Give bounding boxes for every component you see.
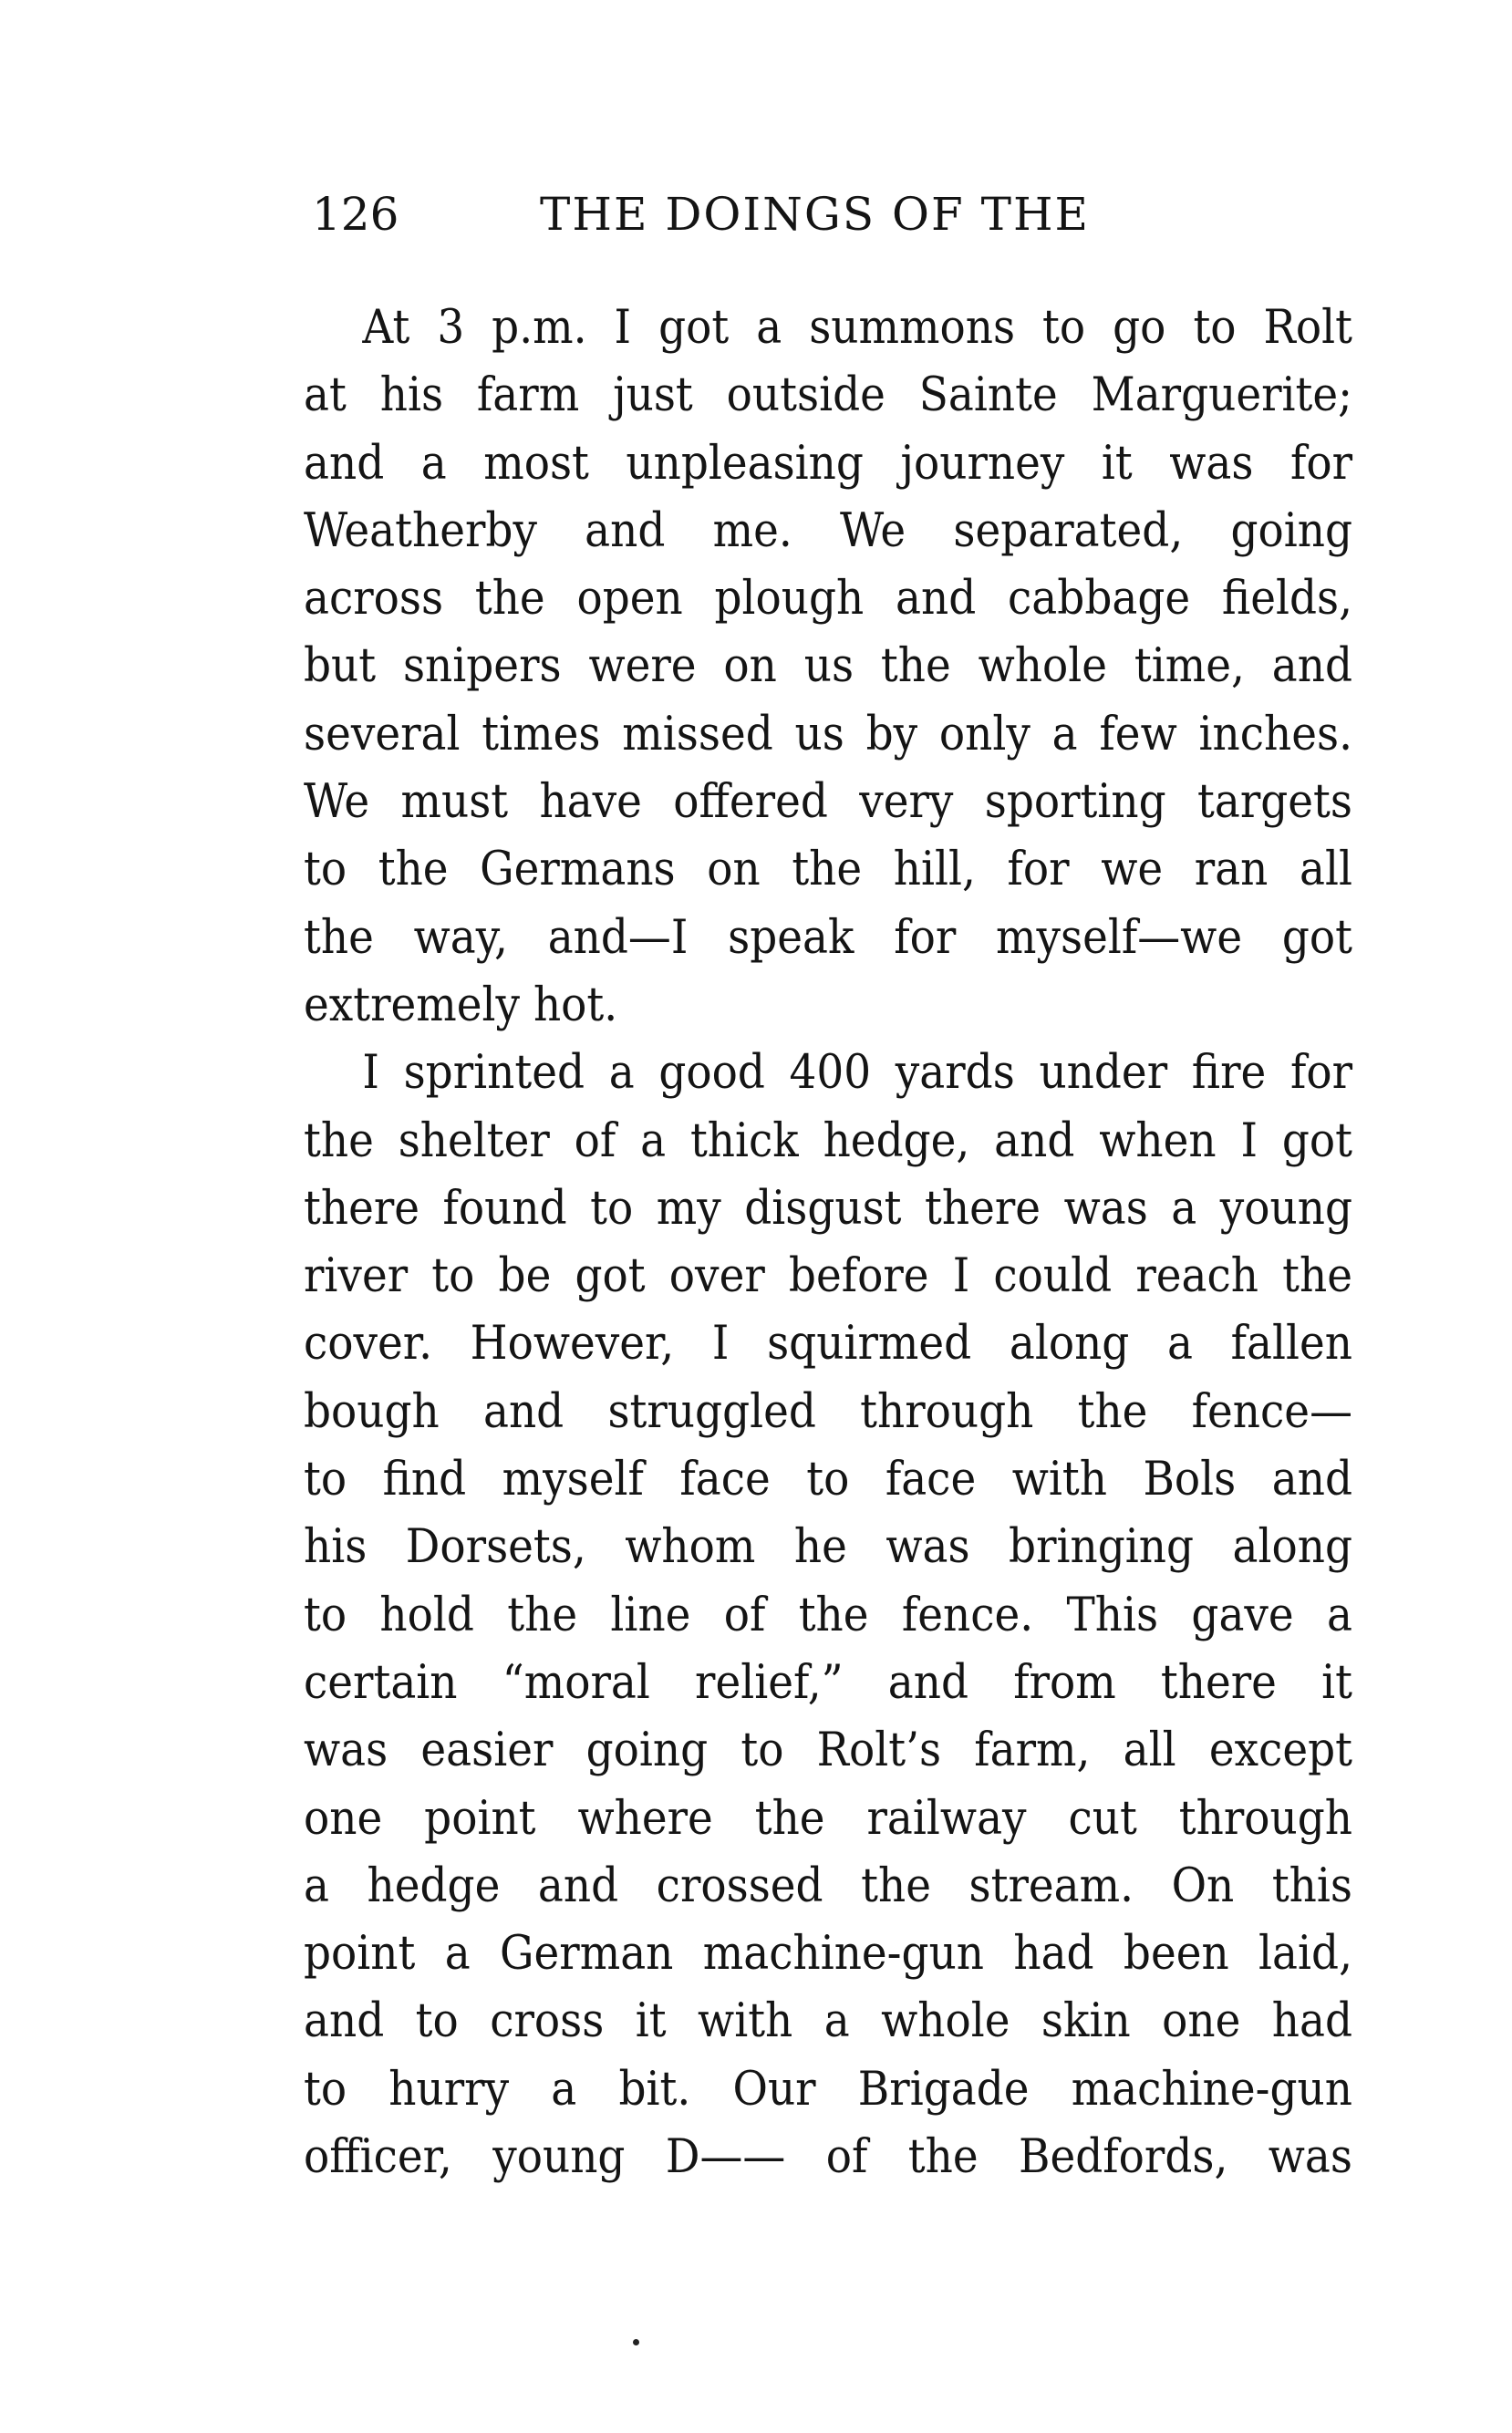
text-line: to hurry a bit. Our Brigade machine-gun <box>304 2062 1352 2117</box>
text-line: officer, young D—— of the Bedfords, was <box>304 2130 1352 2185</box>
text-line: river to be got over before I could reach the <box>304 1249 1352 1304</box>
text-line: at his farm just outside Sainte Marguerite; <box>304 368 1352 423</box>
text-line: the way, and—I speak for myself—we got <box>304 910 1352 965</box>
text-line: several times missed us by only a few inches. <box>304 707 1352 761</box>
text-line: We must have offered very sporting targets <box>304 775 1352 830</box>
text-line: bough and struggled through the fence— <box>304 1384 1352 1439</box>
text-line: a hedge and crossed the stream. On this <box>304 1858 1352 1913</box>
text-line: the shelter of a thick hedge, and when I got <box>304 1113 1352 1168</box>
text-line: I sprinted a good 400 yards under fire for <box>362 1046 1352 1101</box>
text-line: to hold the line of the fence. This gave a <box>304 1588 1352 1642</box>
text-line: At 3 p.m. I got a summons to go to Rolt <box>362 301 1352 355</box>
text-line: but snipers were on us the whole time, and <box>304 639 1352 694</box>
page-number: 126 <box>312 188 399 241</box>
text-line: Weatherby and me. We separated, going <box>304 503 1352 558</box>
text-line: was easier going to Rolt’s farm, all except <box>304 1724 1352 1778</box>
text-line: and a most unpleasing journey it was for <box>304 436 1352 491</box>
text-line: point a German machine-gun had been laid, <box>304 1927 1352 1982</box>
text-line: there found to my disgust there was a young <box>304 1181 1352 1236</box>
text-line: and to cross it with a whole skin one had <box>304 1994 1352 2049</box>
running-title: THE DOINGS OF THE <box>540 188 1091 241</box>
ink-speck <box>633 2339 639 2345</box>
text-line: across the open plough and cabbage fields, <box>304 572 1352 626</box>
text-line: to find myself face to face with Bols and <box>304 1453 1352 1507</box>
body-text <box>304 295 1352 2191</box>
text-line: cover. However, I squirmed along a fallen <box>304 1317 1352 1372</box>
text-line: one point where the railway cut through <box>304 1791 1352 1846</box>
text-line: to the Germans on the hill, for we ran all <box>304 843 1352 897</box>
text-line: certain “moral relief,” and from there it <box>304 1655 1352 1710</box>
text-line: his Dorsets, whom he was bringing along <box>304 1520 1352 1575</box>
text-line: extremely hot. <box>304 978 618 1032</box>
running-head <box>312 187 1224 242</box>
